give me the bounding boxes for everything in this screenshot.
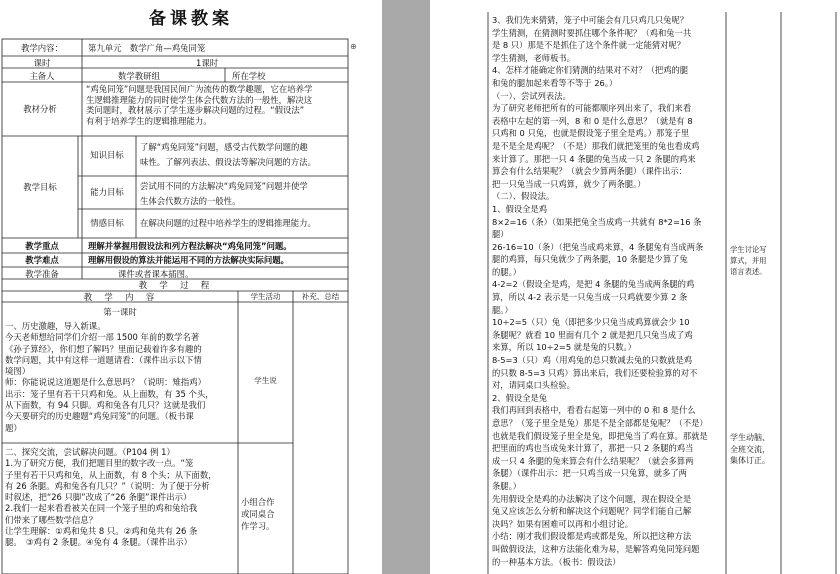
section-1-activity: 学生说 xyxy=(254,376,277,385)
emotion-goal-label: 情感目标 xyxy=(90,218,124,228)
page-title: 备课教案 xyxy=(149,9,233,29)
key-point-label: 教学重点 xyxy=(25,241,59,251)
activity-note-1: 学生讨论写 算式，并用 语言表述。 xyxy=(730,245,767,276)
emotion-goal-text: 在解决问题的过程中培养学生的逻辑推理能力。 xyxy=(140,218,316,228)
analysis-text: “鸡兔同笼”问题是我国民间广为流传的数学趣题，它在培养学 生逻辑推理能力的同时使学生体会代数方法的一般性，解决这 类问题时，教材展示了学生逐步解决问题的过程。“假设法” 有利于培养学生的逻辑推理能力。 xyxy=(86,84,313,126)
lesson-plan-page-2 xyxy=(430,0,840,574)
lesson-plan-page-1 xyxy=(0,0,382,574)
section-2-activity: 小组合作 或同桌合 作学习。 xyxy=(241,497,275,531)
preparer-label: 主备人 xyxy=(29,71,55,81)
knowledge-goal-text: 了解“鸡兔同笼”问题，感受古代数学问题的趣 味性。了解列表法、假设法等解决问题的方法。 xyxy=(140,142,316,167)
col-header-notes: 补充、总结 xyxy=(301,292,340,301)
key-point-value: 理解并掌握用假设法和列方程法解决“鸡兔同笼”问题。 xyxy=(88,241,292,251)
content-label: 教学内容： xyxy=(21,43,63,53)
process-continued-text: 3、我们先来猜猜，笼子中可能会有几只鸡几只兔呢？ 学生猜测，在猜测时要抓住哪个条件呢？（鸡和兔一共 是 8 只）那是不是抓住了这个条件就一定能猜对呢？ 学生猜测，老师板书。 4、怎样才能确定你们猜测的结果对不对？（把鸡的腿 和兔的腿加起来看等不等于 26。） （一）、尝试列表法。 为了研究老师把所有的可能都顺序列出来了，我们来看 表格中左起的第一列，8 和 0 是什么意思？（就是有 8 只鸡和 0 只兔，也就是假设笼子里全是鸡。）那笼子里 是不是全是鸡呢？（不是）那我们就把笼里的兔也看成鸡 来计算了。那把一只 4 条腿的兔当成一只 2 条腿的鸡来 算会有什么结果呢？（就会少算两条腿）（课件出示： 把一只兔当成一只鸡算，就少了两条腿。） （二）、假设法。 1、假设全是鸡 8×2=16（条）（如果把兔全当成鸡一共就有 8*2=16 条 腿） 26-16=10（条）（把兔当成鸡来算，4 条腿兔有当成两条 腿的鸡算，每只兔就少了两条腿，10 条腿是少算了兔 的腿。） 4-2=2（假设全是鸡，是把 4 条腿的兔当成两条腿的鸡 算，所以 4-2 表示是一只兔当成一只鸡就要少算 2 条 腿。） 10÷2=5（只）兔（即把多少只兔当成鸡算就会少 10 条腿呢？就看 10 里面有几个 2 就是把几只兔当成了鸡 来算，所以 10÷2=5 就是兔的只数。） 8-5=3（只）鸡（用鸡兔的总只数减去兔的只数就是鸡 的只数 8-5=3 只鸡）算出来后，我们还要检验算的对不 对，请同桌口头检验。 2、假设全是兔 我们再回到表格中，看看右起第一列中的 0 和 8 是什么 意思？（笼子里全是兔）那是不是全部都是兔呢？（不是） 也就是我们假设笼子里全是兔，即把兔当了鸡在算。那就是 把里面的鸡也当成兔来计算了，那把一只 2 条腿的鸡当 成一只 4 条腿的兔来算会有什么结果呢？（就会多算两 条腿）（课件出示：把一只鸡当成一只兔算，就多了两 条腿。） 先用假设全是鸡的办法解决了这个问题，现在假设全是 兔又应该怎么分析和解决这个问题呢？同学们能自己解 决吗？如果有困难可以再和小组讨论。 小结：刚才我们假设都是鸡或都是兔，所以把这种方法 叫做假设法，这种方法能化难为易，是解答鸡兔同笼问题 的一种基本方法。（板书：假设法） xyxy=(492,15,708,567)
col-header-content: 教 学 内 容 xyxy=(83,292,157,302)
preparation-label: 教学准备 xyxy=(25,269,59,279)
ability-goal-label: 能力目标 xyxy=(90,187,124,197)
activity-note-2: 学生动脑、 全班交流， 集体订正。 xyxy=(730,433,770,465)
preparer-value: 数学教研组 xyxy=(118,71,160,81)
process-label: 教 学 过 程 xyxy=(138,280,212,290)
section-2-text: 二、探究交流，尝试解决问题。（P104 例 1） 1.为了研究方便，我们把题目里的数字改一点。“笼 子里有若干只鸡和兔，从上面数，有 8 个头；从下面数， 有 26 条腿。鸡和兔各有几只？”（说明：为了便于分析 时叙述，把“26 只脚”改成了“26 条腿”课件出示） 2.我们一起来看看被关在同一个笼子里的鸡和兔给我 们带来了哪些数学信息？ 让学生理解：①鸡和兔共 8 只。②鸡和兔共有 26 条 腿。 ③鸡有 2 条腿。④兔有 4 条腿。（课件出示） xyxy=(5,447,217,548)
table-move-handle-icon[interactable]: ⊕ xyxy=(350,42,357,51)
period-value: 1课时 xyxy=(196,58,219,68)
col-header-activity: 学生活动 xyxy=(250,292,281,301)
preparation-value: 课件或者课本插图。 xyxy=(118,269,194,279)
difficulty-label: 教学难点 xyxy=(25,255,59,265)
ability-goal-text: 尝试用不同的方法解决“鸡兔同笼”问题并使学 生体会代数方法的一般性。 xyxy=(140,181,308,206)
content-value: 第九单元 数学广角—鸡兔同笼 xyxy=(88,43,206,53)
difficulty-value: 理解用假设的算法并能运用不同的方法解决实际问题。 xyxy=(88,255,289,265)
lesson-label: 第一课时 xyxy=(103,307,137,317)
analysis-label: 教材分析 xyxy=(23,104,57,114)
period-label: 课时 xyxy=(33,58,51,68)
school-label: 所在学校 xyxy=(232,71,266,81)
section-1-text: 一、历史激趣，导入新课。 今天老师想给同学们介绍一部 1500 年前的数学名著 《孙子算经》，你们想了解吗？里面记载着许多有趣的 数学问题，其中有这样一道题请看：（课件出示以下情 境图） 师：你能说说这道题是什么意思吗？（说明：雉指鸡） 出示：笼子里有若干只鸡和兔。从上面数，有 35 个头， 从下面数，有 94 只脚。鸡和兔各有几只？这就是我们 今天要研究的历史趣题“鸡兔同笼”的问题。（板书课 题） xyxy=(5,321,214,433)
knowledge-goal-label: 知识目标 xyxy=(90,150,124,160)
goals-label: 教学目标 xyxy=(23,182,57,192)
